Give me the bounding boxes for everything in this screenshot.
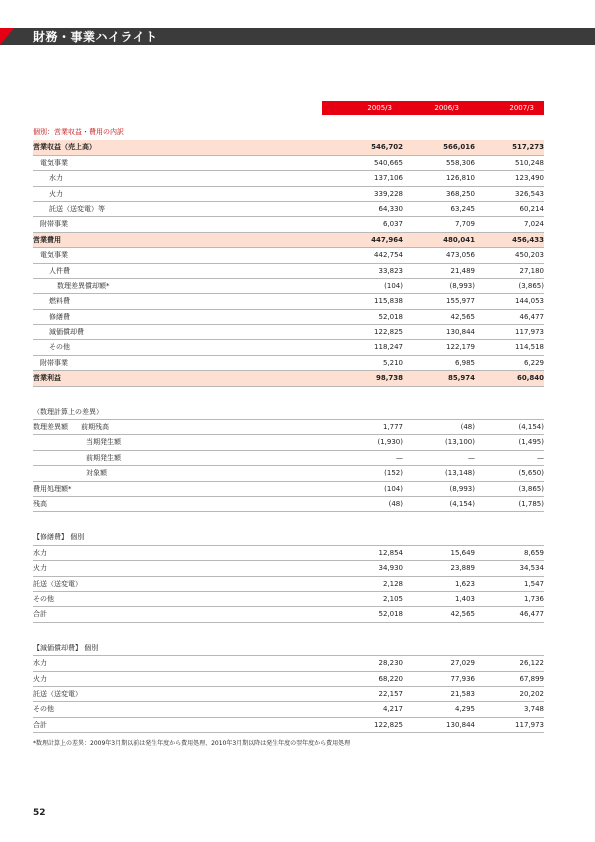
table-row (33, 672, 544, 687)
value-2007: 60,214 (519, 204, 544, 213)
spacer (33, 512, 544, 530)
value-2005: 1,777 (382, 423, 403, 432)
row-label: 水力 (49, 174, 63, 183)
table-row (33, 202, 544, 217)
spacer (33, 387, 544, 405)
row-label: 託送（送変電）等 (49, 204, 105, 213)
table-row (33, 482, 544, 497)
row-label: 営業利益 (33, 374, 61, 383)
row-label: 水力 (33, 548, 47, 557)
value-2007: (5,650) (518, 469, 544, 478)
value-2005: 4,217 (382, 705, 403, 714)
row-label: 費用処理額* (33, 484, 72, 493)
row-label: 営業収益（売上高） (33, 143, 96, 152)
row-label: 附帯事業 (40, 220, 68, 229)
value-2007: 34,534 (519, 564, 544, 573)
row-label: 修繕費 (49, 312, 70, 321)
value-2006: 21,489 (450, 266, 475, 275)
value-2006: 130,844 (446, 720, 475, 729)
value-2005: 2,128 (382, 579, 403, 588)
row-label: 数理差異償却額* (57, 281, 110, 290)
section-title: （数理計算上の差異） (33, 405, 544, 420)
value-2006: 21,583 (450, 689, 475, 698)
table-row (33, 340, 544, 355)
spacer (33, 623, 544, 641)
value-2007: 6,229 (523, 358, 544, 367)
value-2006: 6,985 (454, 358, 475, 367)
value-2005: 447,964 (371, 235, 403, 244)
row-label: 減価償却費 (49, 328, 84, 337)
value-2006: (13,100) (445, 438, 475, 447)
value-2006: 122,179 (446, 343, 475, 352)
value-2007: 1,547 (523, 579, 544, 588)
row-sublabel: 前期残高 (81, 423, 109, 432)
value-2006: 126,810 (446, 174, 475, 183)
value-2006: (48) (460, 423, 475, 432)
row-label: 合計 (33, 720, 47, 729)
year-label: 2005/3 (367, 104, 392, 112)
value-2005: 34,930 (378, 564, 403, 573)
row-sublabel: 当期発生額 (86, 438, 121, 447)
year-label: 2006/3 (434, 104, 459, 112)
value-2006: (4,154) (449, 499, 475, 508)
row-label: 燃料費 (49, 297, 70, 306)
value-2005: 6,037 (382, 220, 403, 229)
value-2005: 52,018 (378, 610, 403, 619)
value-2005: 22,157 (378, 689, 403, 698)
row-label: その他 (49, 343, 70, 352)
value-2005: 137,106 (374, 174, 403, 183)
value-2006: 473,056 (446, 251, 475, 260)
table-row (33, 156, 544, 171)
financial-table (33, 125, 544, 733)
value-2006: 15,649 (450, 548, 475, 557)
value-2005: 2,105 (382, 594, 403, 603)
value-2007: 114,518 (515, 343, 544, 352)
row-label: 火力 (33, 674, 47, 683)
value-2007: 510,248 (515, 158, 544, 167)
value-2006: 42,565 (450, 610, 475, 619)
row-label: 数理差異額 (33, 423, 68, 432)
section-title: 【修繕費】 個別 (33, 530, 544, 545)
value-2007: 517,273 (512, 143, 544, 152)
value-2005: 28,230 (378, 659, 403, 668)
table-row (33, 702, 544, 717)
value-2006: 155,977 (446, 297, 475, 306)
value-2007: 117,973 (515, 720, 544, 729)
table-row (33, 187, 544, 202)
value-2005: 5,210 (382, 358, 403, 367)
value-2006: (8,993) (449, 484, 475, 493)
value-2007: 144,053 (515, 297, 544, 306)
year-header-bar (322, 101, 544, 115)
row-sublabel: 前期発生額 (86, 453, 121, 462)
value-2006: 1,623 (454, 579, 475, 588)
value-2006: 63,245 (450, 204, 475, 213)
value-2005: (152) (384, 469, 403, 478)
table-row (33, 451, 544, 466)
value-2006: (8,993) (449, 281, 475, 290)
footnote: *数理計算上の差異：2009年3月期以前は発生年度から費用処理、2010年3月期以降は発生年度の翌年度から費用処理 (33, 740, 351, 747)
value-2005: 546,702 (371, 143, 403, 152)
section-title: 【減価償却費】 個別 (33, 641, 544, 656)
value-2007: 8,659 (523, 548, 544, 557)
value-2007: (3,865) (518, 281, 544, 290)
value-2007: 27,180 (519, 266, 544, 275)
section-title: 個別：営業収益・費用の内訳 (33, 128, 124, 136)
table-row (33, 248, 544, 263)
value-2007: (4,154) (518, 423, 544, 432)
value-2006: 130,844 (446, 328, 475, 337)
value-2006: 27,029 (450, 659, 475, 668)
value-2005: 98,738 (375, 374, 403, 383)
value-2007: 326,543 (515, 189, 544, 198)
table-row (33, 294, 544, 309)
value-2006: 7,709 (454, 220, 475, 229)
table-row (33, 371, 544, 386)
value-2007: (3,865) (518, 484, 544, 493)
value-2005: (48) (388, 499, 403, 508)
table-row (33, 592, 544, 607)
year-label: 2007/3 (509, 104, 534, 112)
value-2005: (104) (384, 484, 403, 493)
row-label: 残高 (33, 499, 47, 508)
table-row (33, 325, 544, 340)
table-row (33, 466, 544, 481)
value-2007: 450,203 (515, 251, 544, 260)
value-2005: 118,247 (374, 343, 403, 352)
value-2005: 339,228 (374, 189, 403, 198)
row-label: 託送（送変電） (33, 689, 82, 698)
row-label: 火力 (33, 564, 47, 573)
row-label: 電気事業 (40, 251, 68, 260)
row-label: 託送（送変電） (33, 579, 82, 588)
row-label: 営業費用 (33, 235, 61, 244)
value-2006: 4,295 (454, 705, 475, 714)
table-row (33, 279, 544, 294)
value-2006: 566,016 (443, 143, 475, 152)
row-label: 附帯事業 (40, 358, 68, 367)
value-2007: 7,024 (523, 220, 544, 229)
value-2007: (1,495) (518, 438, 544, 447)
value-2005: (104) (384, 281, 403, 290)
value-2005: 540,665 (374, 158, 403, 167)
value-2005: 12,854 (378, 548, 403, 557)
value-2005: 52,018 (378, 312, 403, 321)
row-label: その他 (33, 594, 54, 603)
table-row (33, 420, 544, 435)
value-2007: — (537, 453, 544, 462)
value-2006: 558,306 (446, 158, 475, 167)
value-2006: — (468, 453, 475, 462)
value-2005: 68,220 (378, 674, 403, 683)
value-2007: (1,785) (518, 499, 544, 508)
row-label: 電気事業 (40, 158, 68, 167)
value-2006: 42,565 (450, 312, 475, 321)
value-2006: (13,148) (445, 469, 475, 478)
table-row (33, 356, 544, 371)
value-2006: 480,041 (443, 235, 475, 244)
header-accent (0, 28, 14, 45)
table-row (33, 310, 544, 325)
row-label: 水力 (33, 659, 47, 668)
page-number: 52 (33, 808, 46, 818)
table-row (33, 497, 544, 512)
value-2005: — (396, 453, 403, 462)
value-2006: 1,403 (454, 594, 475, 603)
table-row (33, 264, 544, 279)
value-2007: 3,748 (523, 705, 544, 714)
value-2006: 77,936 (450, 674, 475, 683)
table-row (33, 217, 544, 232)
value-2005: (1,930) (377, 438, 403, 447)
table-row (33, 656, 544, 671)
table-row (33, 607, 544, 622)
table-row (33, 171, 544, 186)
row-label: その他 (33, 705, 54, 714)
value-2005: 115,838 (374, 297, 403, 306)
value-2005: 442,754 (374, 251, 403, 260)
value-2007: 456,433 (512, 235, 544, 244)
value-2005: 64,330 (378, 204, 403, 213)
table-row (33, 687, 544, 702)
value-2007: 1,736 (523, 594, 544, 603)
value-2007: 20,202 (519, 689, 544, 698)
table-row (33, 435, 544, 450)
table-row (33, 718, 544, 733)
value-2007: 67,899 (519, 674, 544, 683)
value-2007: 46,477 (519, 610, 544, 619)
table-row (33, 140, 544, 155)
value-2007: 123,490 (515, 174, 544, 183)
row-label: 火力 (49, 189, 63, 198)
value-2007: 26,122 (519, 659, 544, 668)
value-2005: 122,825 (374, 720, 403, 729)
table-row (33, 577, 544, 592)
value-2006: 85,974 (447, 374, 475, 383)
table-row (33, 561, 544, 576)
value-2007: 46,477 (519, 312, 544, 321)
value-2007: 117,973 (515, 328, 544, 337)
page-title: 財務・事業ハイライト (33, 30, 158, 44)
value-2006: 368,250 (446, 189, 475, 198)
value-2007: 60,840 (516, 374, 544, 383)
row-label: 人件費 (49, 266, 70, 275)
row-label: 合計 (33, 610, 47, 619)
value-2005: 33,823 (378, 266, 403, 275)
row-sublabel: 対象額 (86, 469, 107, 478)
value-2005: 122,825 (374, 328, 403, 337)
table-row (33, 233, 544, 248)
table-row (33, 546, 544, 561)
value-2006: 23,889 (450, 564, 475, 573)
